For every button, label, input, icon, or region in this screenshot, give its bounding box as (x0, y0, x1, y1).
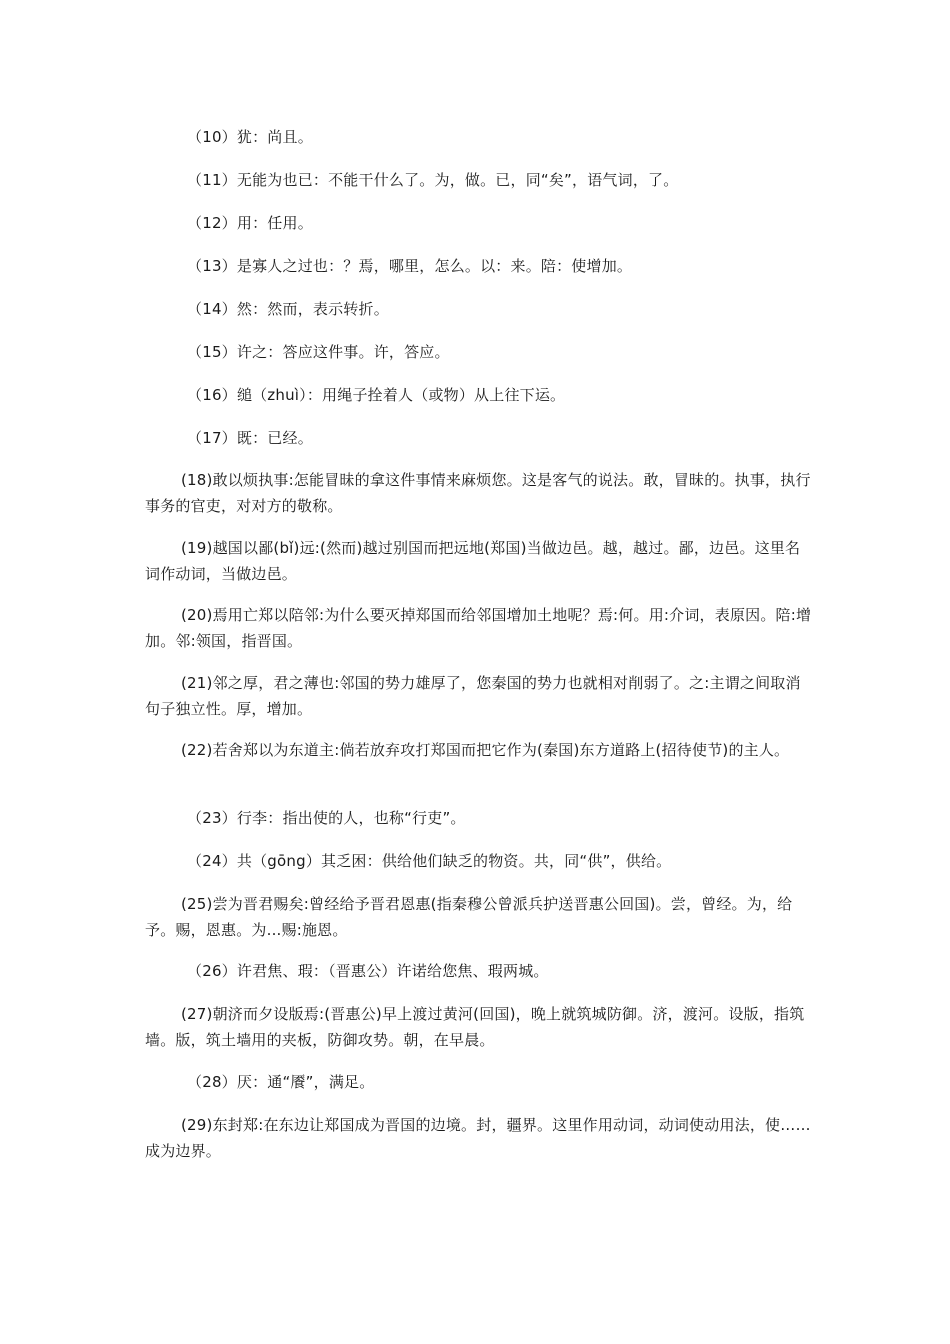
note-16: （16）缒（zhuì）：用绳子拴着人（或物）从上往下运。 (187, 386, 566, 404)
note-26: （26）许君焦、瑕：（晋惠公）许诺给您焦、瑕两城。 (187, 962, 549, 980)
note-27: (27)朝济而夕设版焉:(晋惠公)早上渡过黄河(回国)，晚上就筑城防御。济，渡河。设版，指筑墙。版，筑土墙用的夹板，防御攻势。朝，在早晨。 (145, 1005, 805, 1049)
note-15: （15）许之：答应这件事。许，答应。 (187, 343, 450, 361)
note-23: （23）行李：指出使的人，也称“行吏”。 (187, 809, 466, 827)
note-21: (21)邻之厚，君之薄也:邻国的势力雄厚了，您秦国的势力也就相对削弱了。之:主谓之间取消句子独立性。厚，增加。 (145, 674, 801, 718)
note-10: （10）犹：尚且。 (187, 128, 313, 146)
note-12: （12）用：任用。 (187, 214, 313, 232)
note-25: (25)尝为晋君赐矣:曾经给予晋君恩惠(指秦穆公曾派兵护送晋惠公回国)。尝，曾经。为，给予。赐，恩惠。为...赐:施恩。 (145, 895, 793, 939)
note-20: (20)焉用亡郑以陪邻:为什么要灭掉郑国而给邻国增加土地呢？焉:何。用:介词，表原因。陪:增加。邻:领国，指晋国。 (145, 606, 812, 650)
note-17: （17）既：已经。 (187, 429, 313, 447)
note-13: （13）是寡人之过也：？焉，哪里，怎么。以：来。陪：使增加。 (187, 257, 633, 275)
note-22: (22)若舍郑以为东道主:倘若放弃攻打郑国而把它作为(秦国)东方道路上(招待使节)的主人。 (181, 741, 790, 759)
note-14: （14）然：然而，表示转折。 (187, 300, 389, 318)
note-28: （28）厌：通“餍”，满足。 (187, 1073, 375, 1091)
note-24: （24）共（gōng）其乏困：供给他们缺乏的物资。共，同“供”，供给。 (187, 852, 672, 870)
note-29: (29)东封郑:在东边让郑国成为晋国的边境。封，疆界。这里作用动词，动词使动用法，使……成为边界。 (145, 1116, 811, 1160)
note-11: （11）无能为也已：不能干什么了。为，做。已，同“矣”，语气词，了。 (187, 171, 679, 189)
note-19: (19)越国以鄙(bǐ)远:(然而)越过别国而把远地(郑国)当做边邑。越，越过。鄙，边邑。这里名词作动词，当做边邑。 (145, 539, 801, 583)
note-18: (18)敢以烦执事:怎能冒昧的拿这件事情来麻烦您。这是客气的说法。敢，冒昧的。执事，执行事务的官吏，对对方的敬称。 (145, 471, 811, 515)
